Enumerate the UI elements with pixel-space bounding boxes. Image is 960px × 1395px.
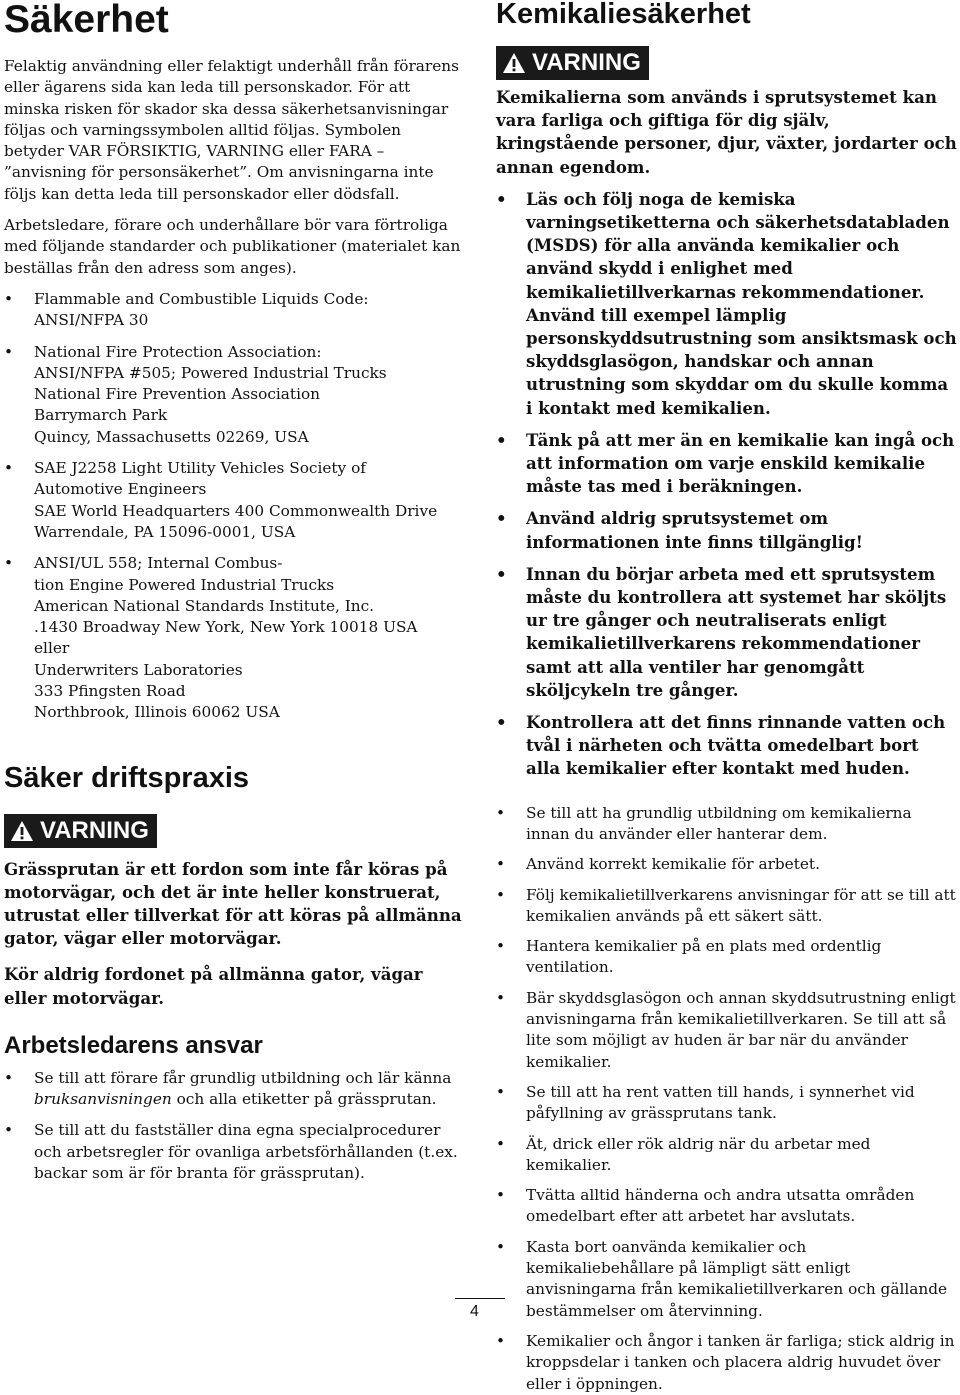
list-item: • Se till att ha rent vatten till hands, i synnerhet vid påfyllning av grässprutans tank. <box>496 1082 958 1125</box>
standard-item: • Flammable and Combustible Liquids Code: ANSI/NFPA 30 <box>4 289 462 332</box>
list-item: • Kasta bort oanvända kemikalier och kemikaliebehållare på lämpligt sätt enligt anvisningarna från kemikalietillverkaren och gällande bestämmelser om återvinning. <box>496 1237 958 1322</box>
warning-label: VARNING <box>40 816 149 844</box>
warning-label: VARNING <box>532 49 641 76</box>
list-item: • Använd korrekt kemikalie för arbetet. <box>496 854 958 875</box>
list-item: • Tvätta alltid händerna och andra utsatta områden omedelbart efter att arbetet har avslutats. <box>496 1185 958 1228</box>
standard-item: • ANSI/UL 558; Internal Combus- tion Engine Powered Industrial Trucks American National Standards Institute, Inc. .1430 Broadway New York, New York 10018 USA eller Underwriters Laboratories 333 Pfingsten Road Northbrook, Illinois 60062 USA <box>4 553 462 723</box>
standard-item: • SAE J2258 Light Utility Vehicles Society of Automotive Engineers SAE World Headquarters 400 Commonwealth Drive Warrendale, PA 15096-0001, USA <box>4 458 462 543</box>
page-number-rule <box>455 1298 505 1299</box>
list-item: • Hantera kemikalier på en plats med ordentlig ventilation. <box>496 936 958 979</box>
warning-badge <box>496 46 649 80</box>
warning-text: Grässprutan är ett fordon som inte får köras på motorvägar, och det är inte heller konstruerat, utrustat eller tillverkat för att köras på allmänna gator, vägar eller motorvägar. <box>4 858 462 949</box>
supervisor-list <box>4 1068 462 1184</box>
intro-paragraph-1: Felaktig användning eller felaktigt underhåll från förarens eller ägarens sida kan leda till personskador. För att minska risken för skador ska dessa säkerhetsanvisningar följas och varningssymbolen alltid följas. Symbolen betyder VAR FÖRSIKTIG, VARNING eller FARA – ”anvisning för personsäkerhet”. Om anvisningarna inte följs kan detta leda till personskador eller dödsfall. <box>4 57 459 203</box>
list-item: • Bär skyddsglasögon och annan skyddsutrustning enligt anvisningarna från kemikalietillverkaren. Se till att så lite som möjligt av huden är bar när du använder kemikalier. <box>496 988 958 1073</box>
page-number: 4 <box>470 1303 479 1320</box>
left-column <box>4 0 462 1184</box>
list-item: • Se till att ha grundlig utbildning om kemikalierna innan du använder eller hanterar dem. <box>496 803 958 846</box>
list-item: • Innan du börjar arbeta med ett sprutsystem måste du kontrollera att systemet har sköljts ur tre gånger och neutraliserats enligt kemikalietillverkarens rekommendationer samt att alla ventiler har genomgått sköljcykeln tre gånger. <box>496 563 958 702</box>
warning-text: Kör aldrig fordonet på allmänna gator, vägar eller motorvägar. <box>4 964 423 1008</box>
list-item: • Följ kemikalietillverkarens anvisningar för att se till att kemikalien används på ett säkert sätt. <box>496 885 958 928</box>
page-title: Säkerhet <box>4 0 169 41</box>
section-heading-safe-operation: Säker driftspraxis <box>4 761 250 794</box>
warning-block <box>4 814 462 848</box>
section-heading-chemical-safety: Kemikaliesäkerhet <box>496 0 751 30</box>
right-column <box>496 0 958 1395</box>
standards-list <box>4 289 462 724</box>
warning-text: Kemikalierna som används i sprutsystemet kan vara farliga och giftiga för dig själv, kringstående personer, djur, växter, jordarter och annan egendom. <box>496 87 957 177</box>
warning-triangle-icon <box>10 820 34 842</box>
intro-paragraph-2: Arbetsledare, förare och underhållare bör vara förtroliga med följande standarder och publikationer (materialet kan beställas från den adress som anges). <box>4 216 461 277</box>
standard-item: • National Fire Protection Association: ANSI/NFPA #505; Powered Industrial Trucks National Fire Prevention Association Barrymarch Park Quincy, Massachusetts 02269, USA <box>4 342 462 448</box>
warning-triangle-icon <box>502 52 526 74</box>
warning-badge <box>4 814 157 848</box>
list-item: • Se till att förare får grundlig utbildning och lär känna bruksanvisningen och alla etiketter på grässprutan. <box>4 1068 462 1111</box>
list-item: • Kontrollera att det finns rinnande vatten och tvål i närheten och tvätta omedelbart bort alla kemikalier efter kontakt med huden. <box>496 711 958 781</box>
list-item: • Ät, drick eller rök aldrig när du arbetar med kemikalier. <box>496 1134 958 1177</box>
chemical-guidance-list <box>496 803 958 1395</box>
list-item: • Tänk på att mer än en kemikalie kan ingå och att information om varje enskild kemikalie måste tas med i beräkningen. <box>496 429 958 499</box>
list-item: • Läs och följ noga de kemiska varningsetiketterna och säkerhetsdatabladen (MSDS) för alla använda kemikalier och använd skydd i enlighet med kemikalietillverkarnas rekommendationer. Använd till exempel lämplig personskyddsutrustning som ansiktsmask och skyddsglasögon, handskar och annan utrustning som skyddar om du skulle komma i kontakt med kemikalien. <box>496 188 958 420</box>
list-item: • Använd aldrig sprutsystemet om informationen inte finns tillgänglig! <box>496 507 958 553</box>
warning-block <box>496 46 958 80</box>
list-item: • Se till att du fastställer dina egna specialprocedurer och arbetsregler för ovanliga arbetsförhållanden (t.ex. backar som är för branta för grässprutan). <box>4 1120 462 1184</box>
list-item: • Kemikalier och ångor i tanken är farliga; stick aldrig in kroppsdelar i tanken och placera aldrig huvudet över eller i öppningen. <box>496 1331 958 1395</box>
section-heading-supervisor: Arbetsledarens ansvar <box>4 1031 263 1059</box>
chemical-warning-list <box>496 188 958 781</box>
